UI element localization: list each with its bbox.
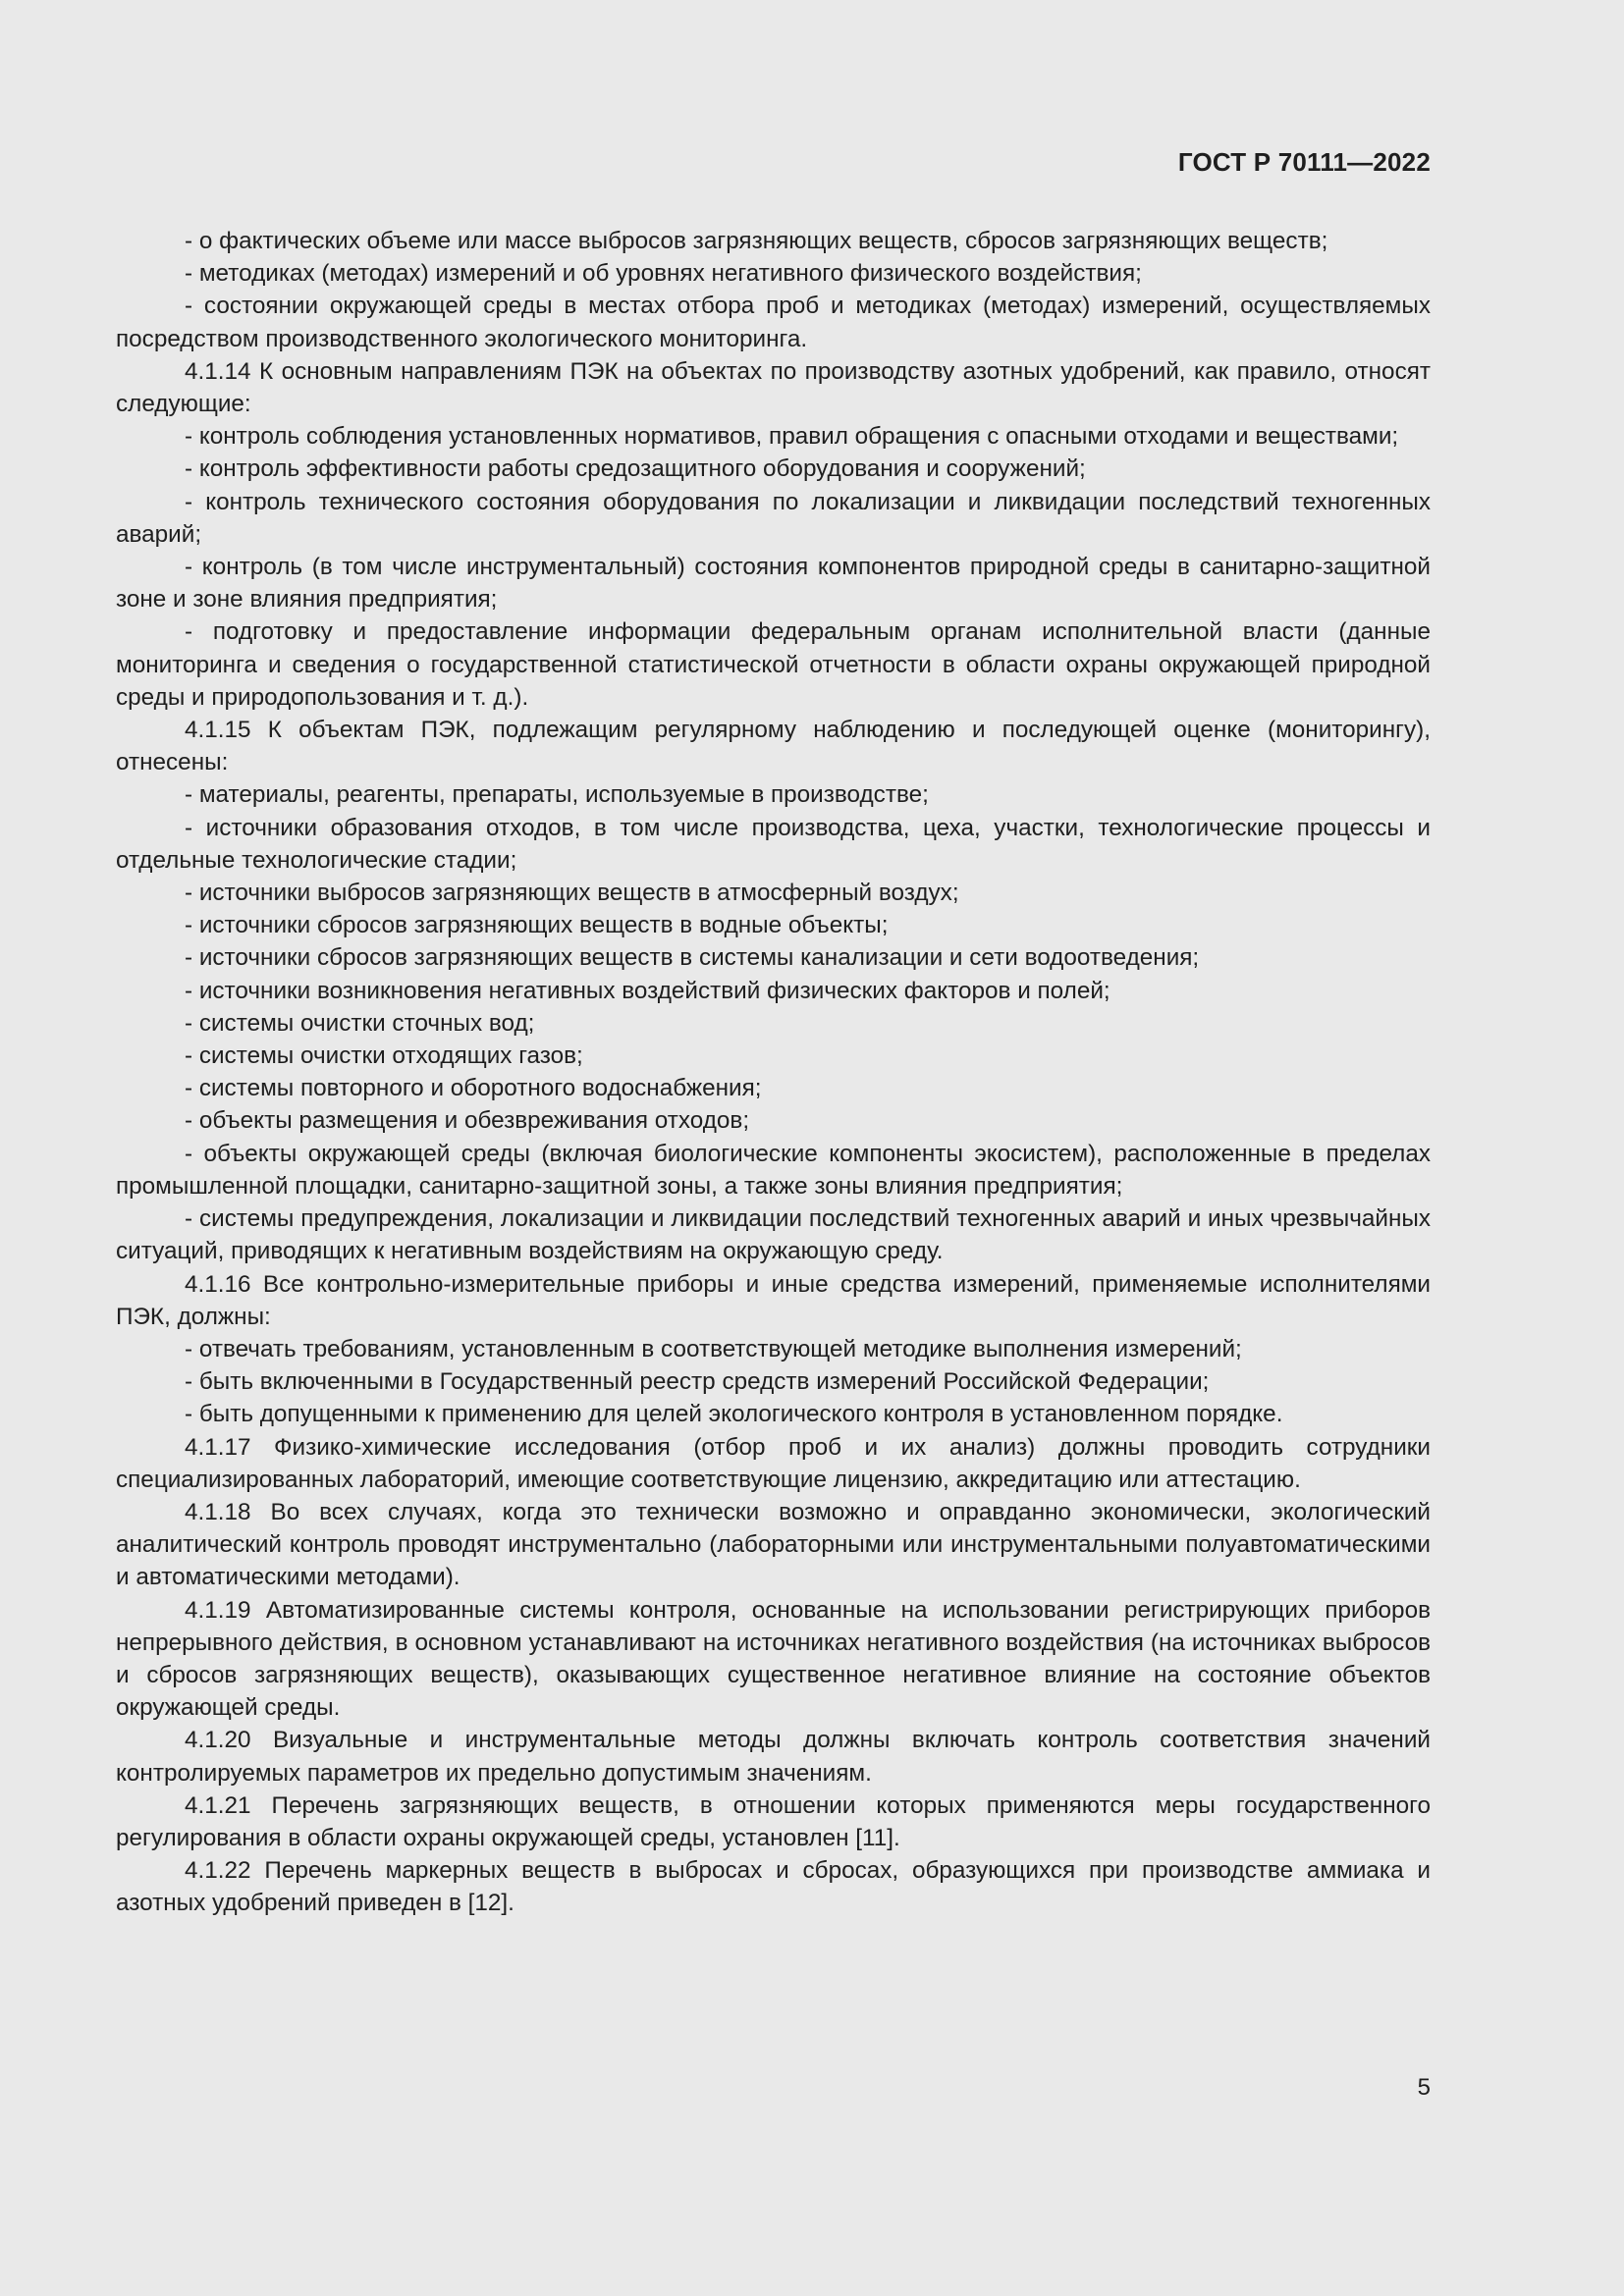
paragraph: - системы очистки сточных вод; <box>185 1009 535 1037</box>
paragraph: - источники сбросов загрязняющих веществ в водные объекты; <box>185 912 889 939</box>
paragraph: - источники возникновения негативных воздействий физических факторов и полей; <box>185 977 1110 1004</box>
paragraph: - системы очистки отходящих газов; <box>185 1042 583 1070</box>
paragraph: - методиках (методах) измерений и об уровнях негативного физического воздействия; <box>185 260 1142 288</box>
document-header: ГОСТ Р 70111—2022 <box>1177 147 1431 177</box>
paragraph: 4.1.17 Физико-химические исследования (отбор проб и их анализ) должны проводить сотрудники специализированных лабораторий, имеющие соответствующие лицензию, аккредитацию или аттестацию. <box>116 1433 1431 1493</box>
paragraph: - материалы, реагенты, препараты, используемые в производстве; <box>185 781 929 809</box>
paragraph: - объекты окружающей среды (включая биологические компоненты экосистем), расположенные в пределах промышленной площадки, санитарно-защитной зоны, а также зоны влияния предприятия; <box>116 1140 1431 1200</box>
paragraph: - подготовку и предоставление информации федеральным органам исполнительной власти (данные мониторинга и сведения о государственной статистической отчетности в области охраны окружающей природной среды и природопользования и т. д.). <box>116 618 1431 711</box>
paragraph: - системы предупреждения, локализации и ликвидации последствий техногенных аварий и иных чрезвычайных ситуаций, приводящих к негативным воздействиям на окружающую среду. <box>116 1205 1431 1265</box>
paragraph: - контроль эффективности работы средозащитного оборудования и сооружений; <box>185 455 1086 483</box>
paragraph: - отвечать требованиям, установленным в соответствующей методике выполнения измерений; <box>185 1335 1242 1362</box>
page-number: 5 <box>1417 2074 1431 2101</box>
paragraph: 4.1.22 Перечень маркерных веществ в выбросах и сбросах, образующихся при производстве аммиака и азотных удобрений приведен в [12]. <box>116 1857 1431 1917</box>
paragraph: - быть включенными в Государственный реестр средств измерений Российской Федерации; <box>185 1368 1210 1396</box>
paragraph: - источники выбросов загрязняющих веществ в атмосферный воздух; <box>185 880 959 907</box>
paragraph: - источники образования отходов, в том числе производства, цеха, участки, технологические процессы и отдельные технологические стадии; <box>116 814 1431 874</box>
paragraph: 4.1.20 Визуальные и инструментальные методы должны включать контроль соответствия значений контролируемых параметров их предельно допустимым значениям. <box>116 1727 1431 1787</box>
paragraph: - системы повторного и оборотного водоснабжения; <box>185 1075 762 1102</box>
paragraph: - контроль соблюдения установленных нормативов, правил обращения с опасными отходами и веществами; <box>185 423 1399 451</box>
paragraph: - источники сбросов загрязняющих веществ в системы канализации и сети водоотведения; <box>185 944 1200 972</box>
paragraph: 4.1.18 Во всех случаях, когда это технически возможно и оправданно экономически, экологический аналитический контроль проводят инструментально (лабораторными или инструментальными полуавтоматическими и автоматическими методами). <box>116 1498 1431 1591</box>
paragraph: - быть допущенными к применению для целей экологического контроля в установленном порядке. <box>185 1401 1283 1428</box>
document-body <box>116 225 1431 1920</box>
paragraph: 4.1.19 Автоматизированные системы контроля, основанные на использовании регистрирующих приборов непрерывного действия, в основном устанавливают на источниках негативного воздействия (на источниках выбросов и сбросов загрязняющих веществ), оказывающих существенное негативное влияние на состояние объектов окружающей среды. <box>116 1596 1431 1722</box>
paragraph: - контроль технического состояния оборудования по локализации и ликвидации последствий техногенных аварий; <box>116 488 1431 548</box>
paragraph: 4.1.14 К основным направлениям ПЭК на объектах по производству азотных удобрений, как правило, относят следующие: <box>116 357 1431 418</box>
paragraph: - контроль (в том числе инструментальный) состояния компонентов природной среды в санитарно-защитной зоне и зоне влияния предприятия; <box>116 554 1431 614</box>
paragraph: 4.1.15 К объектам ПЭК, подлежащим регулярному наблюдению и последующей оценке (мониторингу), отнесены: <box>116 717 1431 776</box>
paragraph: - о фактических объеме или массе выбросов загрязняющих веществ, сбросов загрязняющих веществ; <box>185 228 1328 254</box>
paragraph: 4.1.16 Все контрольно-измерительные приборы и иные средства измерений, применяемые исполнителями ПЭК, должны: <box>116 1270 1431 1330</box>
paragraph: - состоянии окружающей среды в местах отбора проб и методиках (методах) измерений, осуществляемых посредством производственного экологического мониторинга. <box>116 293 1431 352</box>
paragraph: 4.1.21 Перечень загрязняющих веществ, в отношении которых применяются меры государственного регулирования в области охраны окружающей среды, установлен [11]. <box>116 1791 1431 1851</box>
paragraph: - объекты размещения и обезвреживания отходов; <box>185 1107 750 1135</box>
